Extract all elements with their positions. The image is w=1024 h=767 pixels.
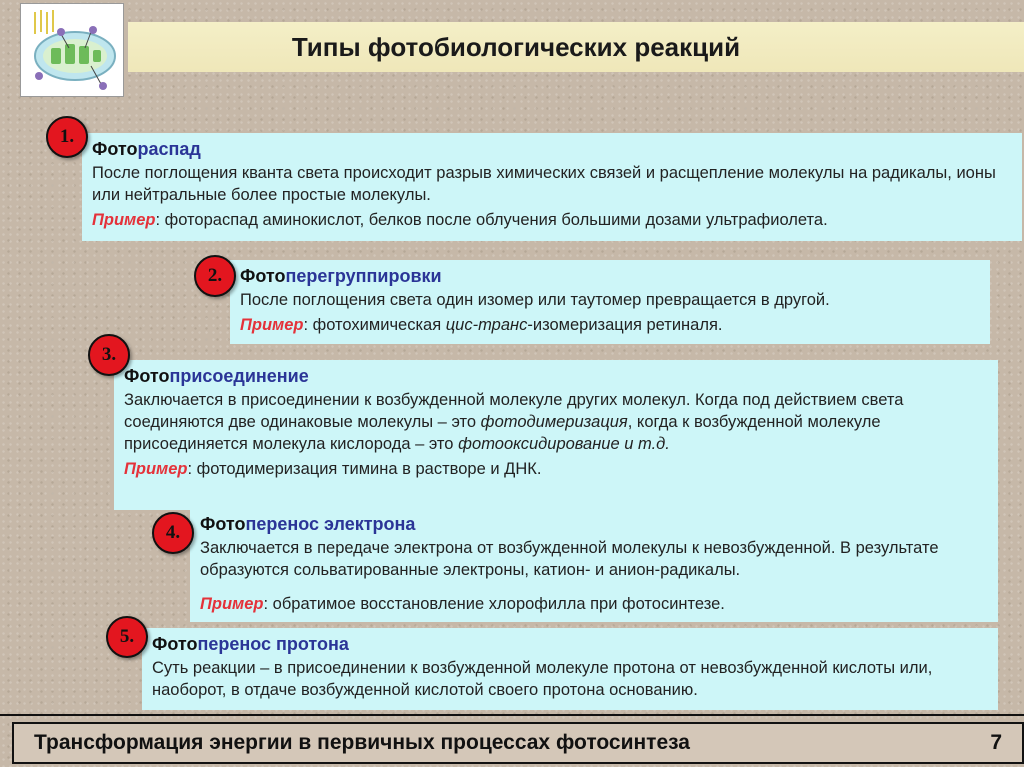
footer-bar — [12, 722, 1024, 764]
section-1-example: Пример: фотораспад аминокислот, белков после облучения большими дозами ультрафиолета. — [92, 211, 828, 229]
section-4-text: Заключается в передаче электрона от возбужденной молекулы к невозбужденной. В результате образуются сольватированные электроны, катион- и анион-радикалы. — [200, 539, 939, 579]
section-5-heading: Фотоперенос протона — [152, 634, 349, 654]
section-2-text: После поглощения света один изомер или таутомер превращается в другой. — [240, 291, 830, 309]
section-3-example: Пример: фотодимеризация тимина в растворе и ДНК. — [124, 460, 542, 478]
title-bar — [128, 22, 1024, 72]
section-2-heading: Фотоперегруппировки — [240, 266, 442, 286]
section-1-box — [82, 133, 1022, 241]
section-2-badge: 2. — [194, 255, 236, 297]
footer-title: Трансформация энергии в первичных процессах фотосинтеза — [34, 731, 690, 754]
section-4-example: Пример: обратимое восстановление хлорофилла при фотосинтезе. — [200, 595, 725, 613]
section-2-box — [230, 260, 990, 344]
section-3-heading: Фотоприсоединение — [124, 366, 309, 386]
section-1-heading: Фотораспад — [92, 139, 201, 159]
section-1-badge: 1. — [46, 116, 88, 158]
section-3-badge: 3. — [88, 334, 130, 376]
section-4-badge: 4. — [152, 512, 194, 554]
footer-separator — [0, 714, 1024, 716]
section-2-example: Пример: фотохимическая цис-транс-изомеризация ретиналя. — [240, 316, 723, 334]
section-5-text: Суть реакции – в присоединении к возбужденной молекуле протона от невозбужденной кислоты или, наоборот, в отдаче возбужденной кислотой своего протона основанию. — [152, 659, 933, 699]
section-4-heading: Фотоперенос электрона — [200, 514, 416, 534]
section-1-text: После поглощения кванта света происходит разрыв химических связей и расщепление молекулы на радикалы, ионы или нейтральные более простые молекулы. — [92, 164, 996, 204]
section-3-text: Заключается в присоединении к возбужденной молекуле других молекул. Когда под действием света соединяются две одинаковые молекулы – это фотодимеризация, когда к возбужденной молекуле присоединяется молекула кислорода – это фотооксидирование и т.д. — [124, 391, 904, 453]
chloroplast-logo-icon — [20, 3, 124, 97]
section-4-box — [190, 508, 998, 622]
section-5-box — [142, 628, 998, 710]
section-3-box — [114, 360, 998, 510]
section-5-badge: 5. — [106, 616, 148, 658]
page-number: 7 — [990, 731, 1002, 754]
page-title: Типы фотобиологических реакций — [291, 31, 741, 62]
